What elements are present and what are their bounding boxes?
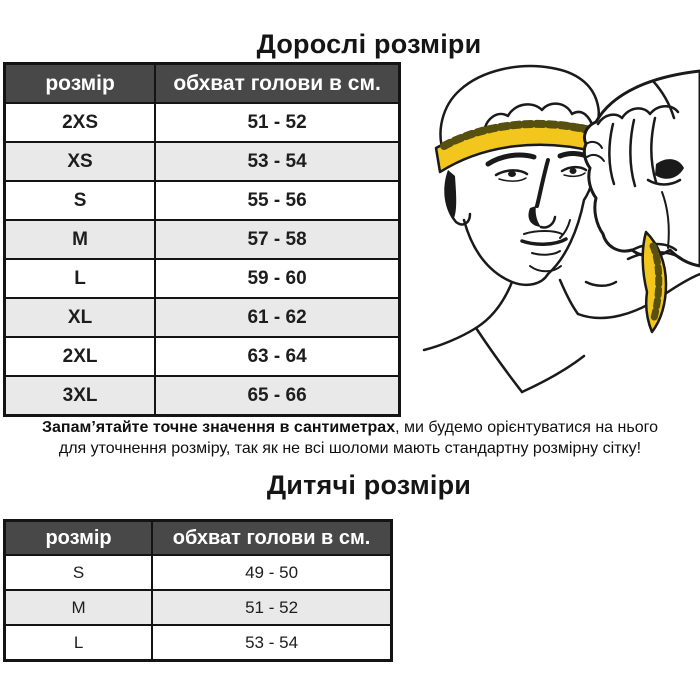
nose-base [541, 217, 555, 227]
column-header-size: розмір [5, 521, 153, 556]
table-row [5, 259, 400, 298]
shoulder-left [424, 328, 476, 350]
table-row [5, 555, 392, 590]
circumference-cell: 55 - 56 [155, 181, 399, 220]
adult-sizes-title: Дорослі розміри [256, 29, 482, 59]
nasolabial-crease [560, 220, 570, 238]
left-pupil [508, 171, 516, 177]
circumference-cell: 61 - 62 [155, 298, 399, 337]
circumference-cell: 53 - 54 [155, 142, 399, 181]
table-row [5, 376, 400, 416]
jaw-left [464, 220, 548, 285]
circumference-cell: 63 - 64 [155, 337, 399, 376]
children-table-header [5, 521, 392, 556]
collar-left [476, 328, 522, 392]
table-row [5, 298, 400, 337]
circumference-cell: 57 - 58 [155, 220, 399, 259]
size-cell: XS [5, 142, 156, 181]
size-cell: XL [5, 298, 156, 337]
table-row [5, 181, 400, 220]
left-eye-lower [499, 178, 526, 181]
header-row [5, 64, 400, 104]
header-row [5, 521, 392, 556]
neck-right [560, 280, 578, 314]
column-header-circumference: обхват голови в см. [152, 521, 391, 556]
size-cell: M [5, 220, 156, 259]
note-line-2: для уточнення розміру, так як не всі шоломи мають стандартну розмірну сітку! [58, 440, 642, 457]
size-cell: 2XS [5, 103, 156, 142]
mouth-line [522, 239, 566, 244]
circumference-cell: 65 - 66 [155, 376, 399, 416]
size-cell: 3XL [5, 376, 156, 416]
size-cell: L [5, 259, 156, 298]
column-header-circumference: обхват голови в см. [155, 64, 399, 104]
left-eyebrow [488, 155, 534, 164]
table-row [5, 220, 400, 259]
hand-arm [584, 71, 700, 266]
circumference-cell: 51 - 52 [155, 103, 399, 142]
size-cell: 2XL [5, 337, 156, 376]
head-measurement-illustration [420, 60, 700, 410]
note-bold-text: Запам’ятайте точне значення в сантиметрах [42, 419, 396, 436]
shoulder-right [578, 274, 700, 318]
children-size-table [3, 519, 393, 662]
circumference-cell: 49 - 50 [152, 555, 391, 590]
clavicle-line [586, 282, 616, 286]
adult-table-header [5, 64, 400, 104]
upper-lip-shadow [524, 231, 562, 234]
table-row [5, 142, 400, 181]
lower-lip [532, 251, 560, 255]
neck-left [476, 282, 512, 328]
circumference-cell: 59 - 60 [155, 259, 399, 298]
column-header-size: розмір [5, 64, 156, 104]
children-sizes-title: Дитячі розміри [266, 470, 472, 500]
table-row [5, 103, 400, 142]
table-row [5, 590, 392, 625]
size-cell: S [5, 555, 153, 590]
adult-size-table [3, 62, 401, 417]
circumference-cell: 53 - 54 [152, 625, 391, 661]
right-pupil [570, 168, 577, 174]
nose-bridge [537, 160, 548, 206]
size-cell: S [5, 181, 156, 220]
measurement-note [0, 417, 700, 459]
table-row [5, 337, 400, 376]
size-cell: L [5, 625, 153, 661]
collar-right [522, 356, 584, 392]
note-regular-text: , ми будемо орієнтуватися на нього [395, 419, 658, 436]
table-row [5, 625, 392, 661]
note-line-1 [42, 419, 658, 436]
size-cell: M [5, 590, 153, 625]
nostril [528, 206, 541, 227]
circumference-cell: 51 - 52 [152, 590, 391, 625]
